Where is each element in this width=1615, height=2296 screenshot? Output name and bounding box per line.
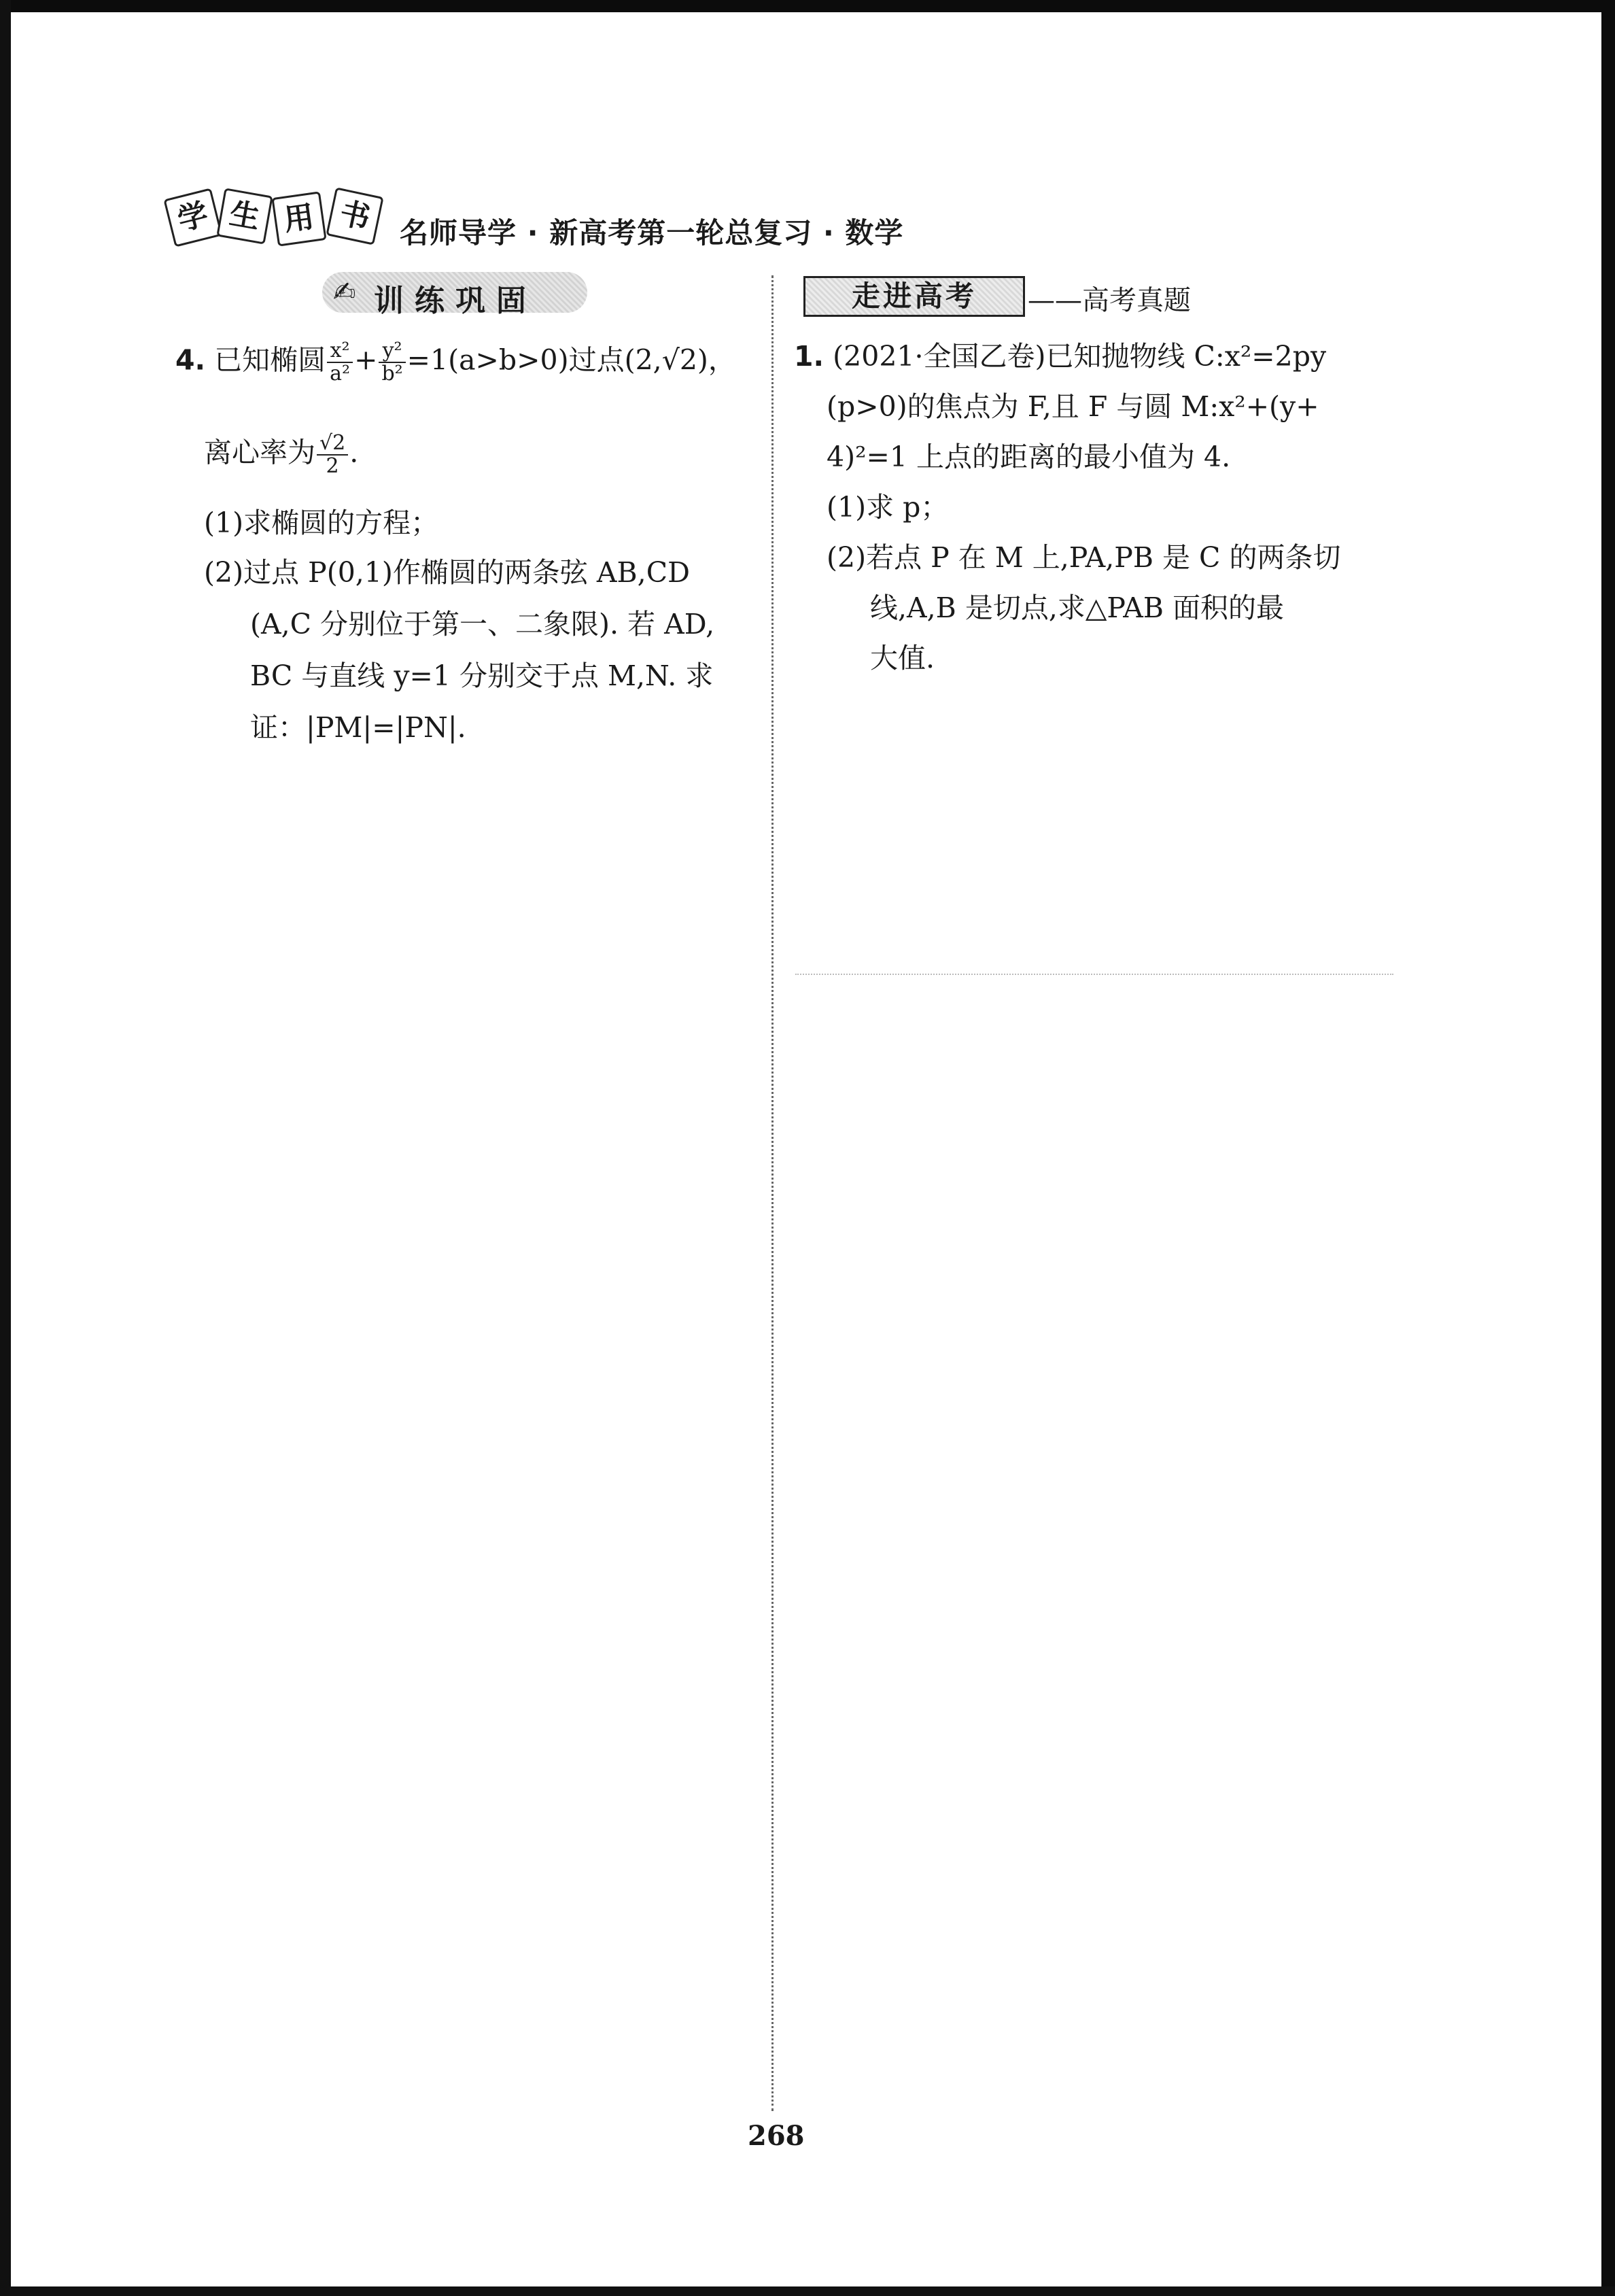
question-text: 离心率为 xyxy=(204,436,315,469)
section-title: 训练巩固 xyxy=(374,284,537,318)
question-4-line-2 xyxy=(204,432,358,477)
fraction-eccentricity xyxy=(317,432,348,477)
hand-icon: ✍ xyxy=(333,277,356,308)
question-1-part-2-line-2: 线,A,B 是切点,求△PAB 面积的最 xyxy=(870,592,1284,624)
column-divider xyxy=(771,275,774,2111)
question-4-part-2-line-3: BC 与直线 y=1 分别交于点 M,N. 求 xyxy=(250,659,714,692)
question-4-part-2-line-2: (A,C 分别位于第一、二象限). 若 AD, xyxy=(250,608,715,640)
question-number: 1. xyxy=(794,340,824,373)
book-title: 名师导学 · 新高考第一轮总复习 · 数学 xyxy=(400,216,904,250)
numerator: y² xyxy=(379,340,405,363)
question-4-part-2-line-4: 证：|PM|=|PN|. xyxy=(250,711,466,744)
page-number: 268 xyxy=(748,2120,805,2152)
question-1-part-1: (1)求 p； xyxy=(827,491,949,524)
fraction-x2-a2 xyxy=(327,340,353,385)
logo-tile: 学 xyxy=(163,188,222,247)
question-text: (2021·全国乙卷)已知抛物线 C:x²=2py xyxy=(833,340,1327,373)
question-4-part-2-line-1: (2)过点 P(0,1)作椭圆的两条弦 AB,CD xyxy=(204,556,690,589)
section-banner-training xyxy=(322,272,587,318)
question-number: 4. xyxy=(175,343,206,377)
question-1-part-2-line-3: 大值. xyxy=(870,642,935,674)
faint-scan-line xyxy=(795,974,1393,975)
numerator: x² xyxy=(327,340,353,363)
operator: + xyxy=(354,343,378,377)
scan-border-top xyxy=(0,0,1615,12)
denominator: 2 xyxy=(326,454,339,478)
question-text: 已知椭圆 xyxy=(214,343,326,377)
header-logo-tiles xyxy=(169,189,393,243)
logo-tile: 用 xyxy=(271,191,326,246)
logo-tile: 生 xyxy=(216,188,273,244)
question-text: . xyxy=(349,436,359,469)
question-4-line-1 xyxy=(175,340,736,385)
scan-border-bottom xyxy=(0,2286,1615,2296)
section-subtitle: ——高考真题 xyxy=(1028,285,1191,316)
question-1-part-2-line-1: (2)若点 P 在 M 上,PA,PB 是 C 的两条切 xyxy=(827,541,1341,574)
question-4-part-1: (1)求椭圆的方程； xyxy=(204,507,439,539)
scan-border-left xyxy=(0,0,11,2296)
fraction-y2-b2 xyxy=(379,340,405,385)
question-1-line-2: (p>0)的焦点为 F,且 F 与圆 M:x²+(y+ xyxy=(827,390,1319,423)
numerator: √2 xyxy=(317,432,348,456)
denominator: a² xyxy=(330,362,351,385)
denominator: b² xyxy=(381,362,403,385)
section-box-gaokao: 走进高考 xyxy=(803,276,1025,317)
question-1-line-1 xyxy=(794,340,1326,373)
question-1-line-3: 4)²=1 上点的距离的最小值为 4. xyxy=(827,441,1231,473)
scan-border-right xyxy=(1601,0,1615,2296)
question-text: =1(a>b>0)过点(2,√2)， xyxy=(406,343,736,377)
logo-tile: 书 xyxy=(326,187,383,245)
